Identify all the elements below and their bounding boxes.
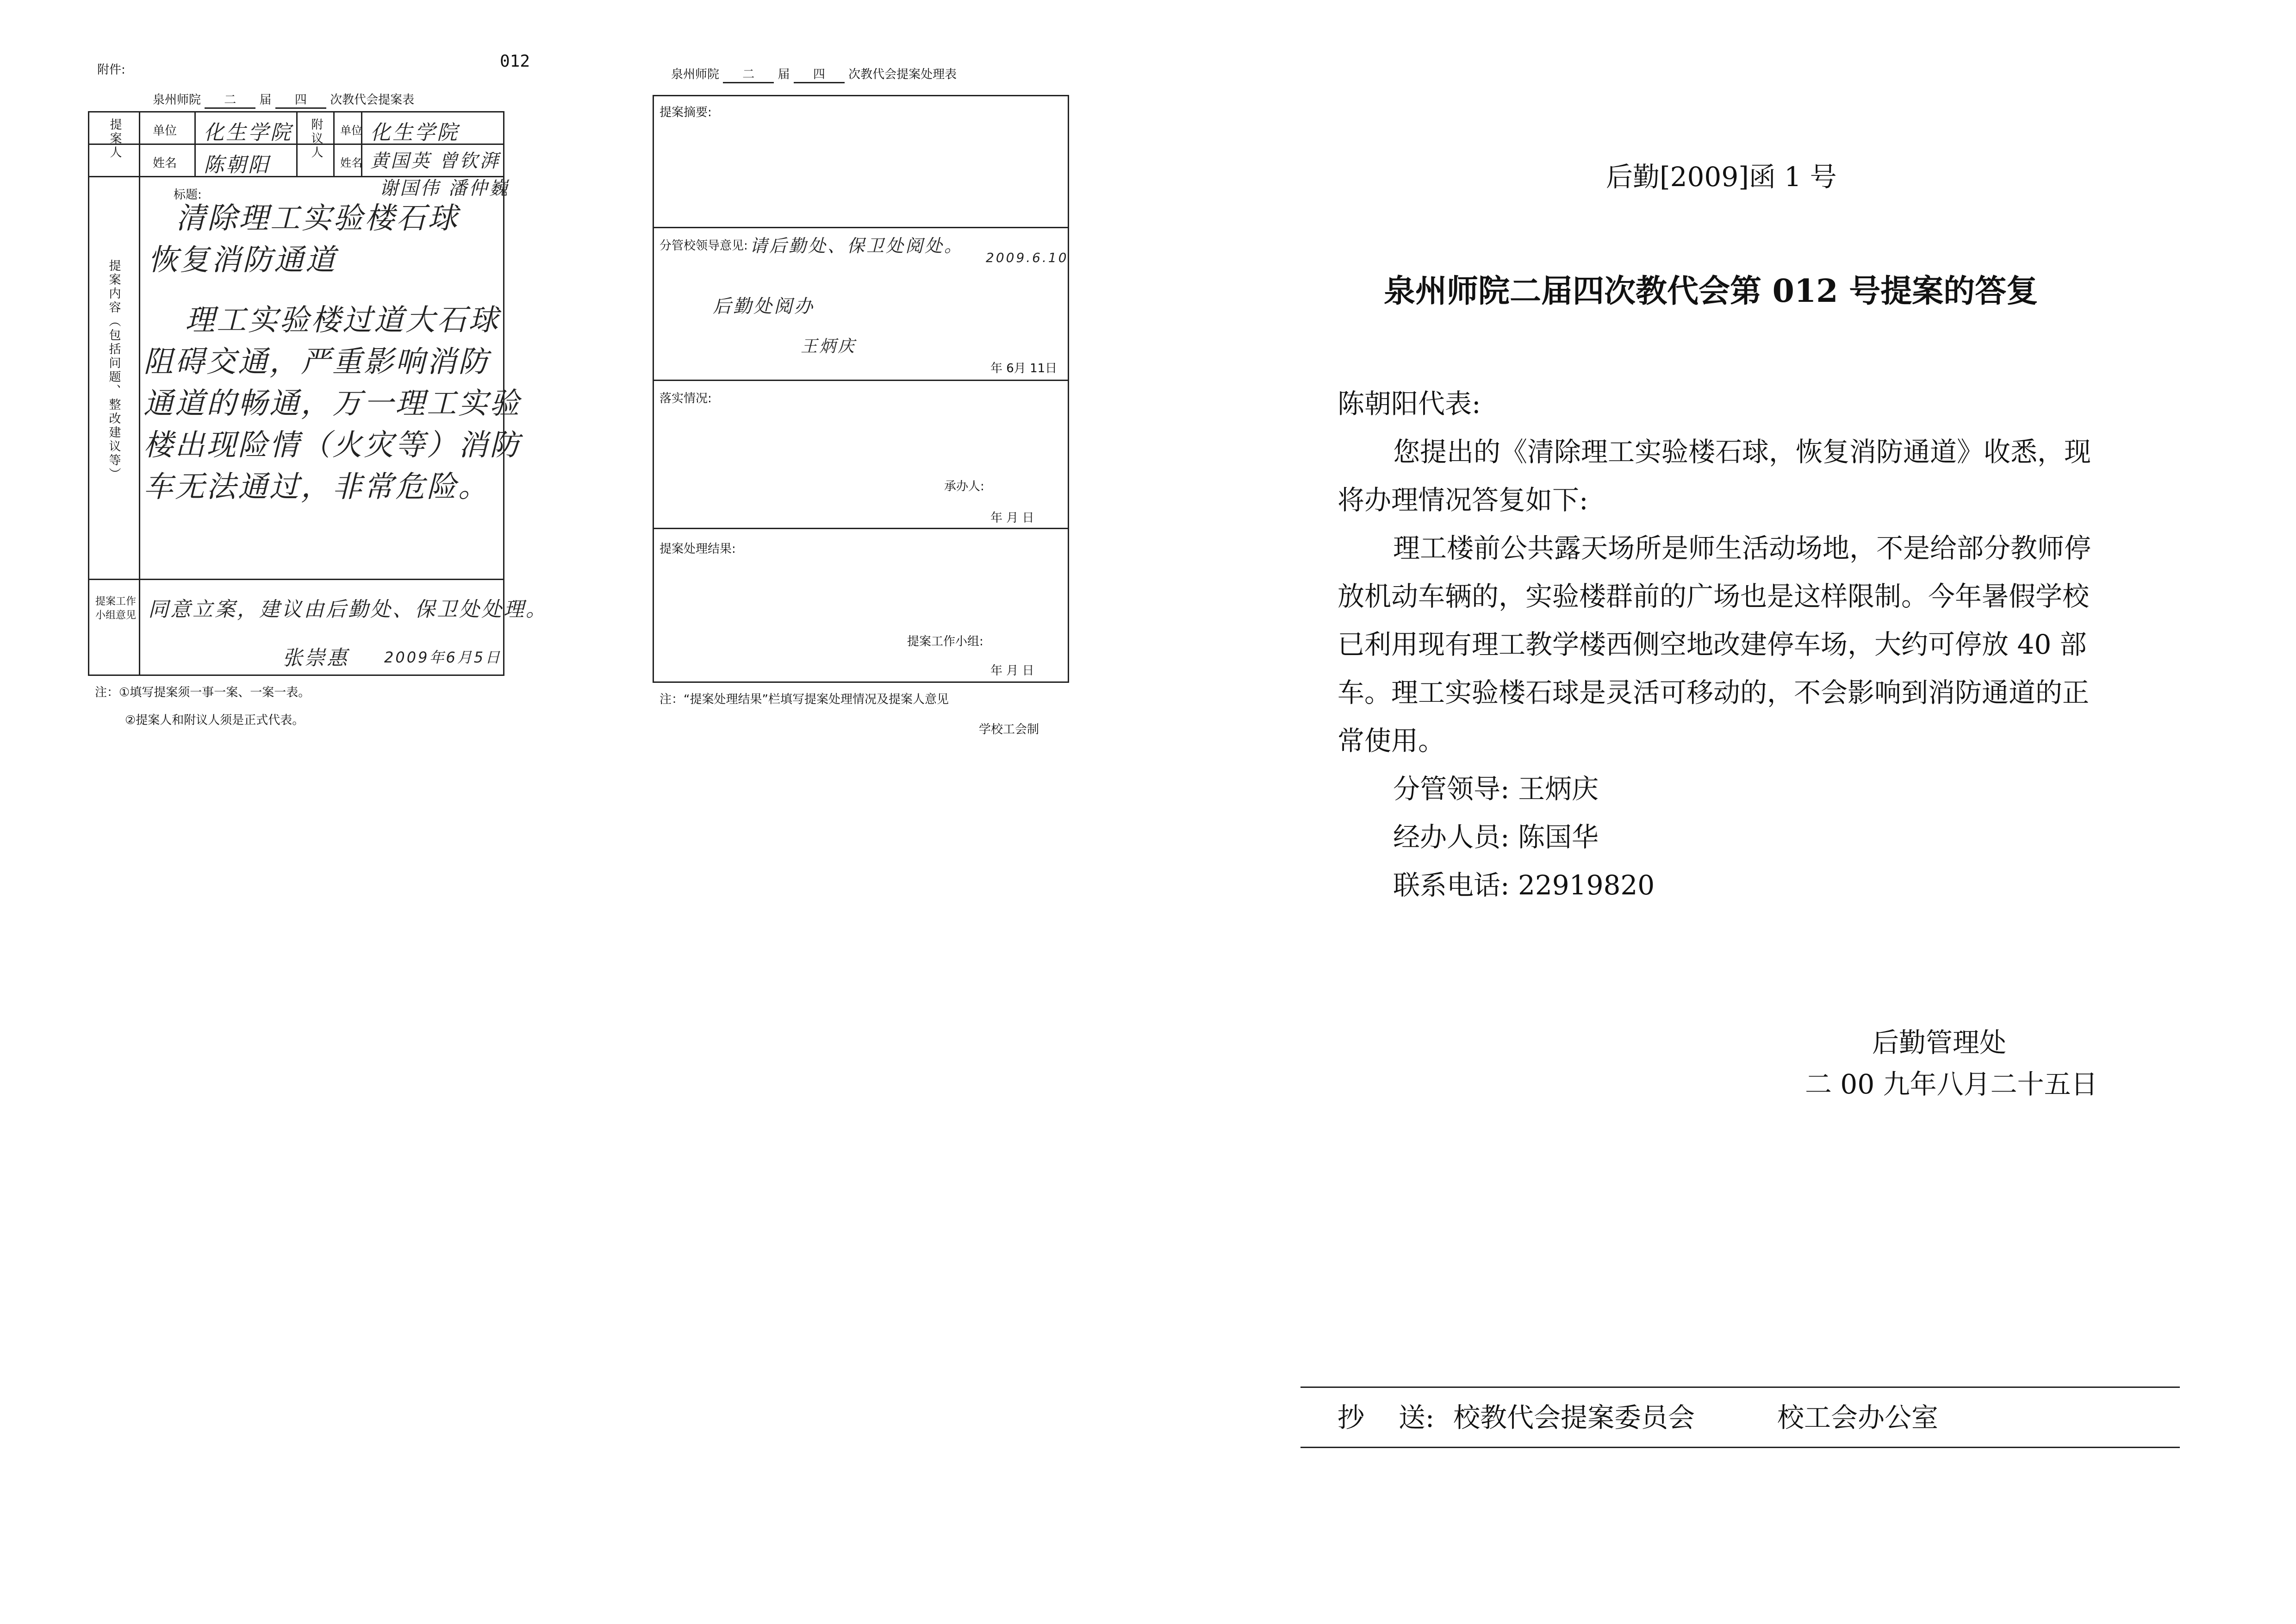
co-unit-label: 单位 [340,124,362,137]
phone-line: 联系电话: 22919820 [1393,869,1655,901]
cc-bottom-rule [1300,1447,2180,1448]
handler-label: 承办人: [944,480,984,493]
para2-line1: 理工楼前公共露天场所是师生活动场地，不是给部分教师停 [1393,532,2091,564]
salutation: 陈朝阳代表: [1338,388,1481,419]
process-note: 注：“提案处理结果”栏填写提案处理情况及提案人意见 [660,693,949,706]
result-work-group-label: 提案工作小组: [907,635,983,649]
hand-body-5: 车无法通过，非常危险。 [143,470,490,504]
co-signer-label: 附议人 [309,118,323,160]
work-group-label: 提案工作小组意见 [95,596,136,621]
result-label: 提案处理结果: [660,542,736,556]
reply-title: 泉州师院二届四次教代会第 012 号提案的答复 [1384,273,2038,310]
content-label: 提案内容（包括问题、整改建议等） [107,259,121,481]
para2-line2: 放机动车辆的，实验楼群前的广场也是这样限制。今年暑假学校 [1338,581,2090,612]
hand-title-2: 恢复消防通道 [148,243,337,277]
proposal-number: 012 [500,52,530,71]
proposer-name: 陈朝阳 [204,153,270,177]
leader-signature: 王炳庆 [801,337,857,356]
note-2: ②提案人和附议人须是正式代表。 [125,713,305,727]
hand-body-4: 楼出现险情（火灾等）消防 [143,428,521,462]
hand-body-3: 通道的畅通，万一理工实验 [143,387,521,421]
cc-label: 抄 送: [1338,1402,1435,1433]
cc-top-rule [1300,1387,2180,1388]
note-1: 注：①填写提案须一事一案、一案一表。 [95,686,311,700]
cc-recipient-1: 校教代会提案委员会 [1453,1402,1695,1433]
para2-line4: 车。理工实验楼石球是灵活可移动的，不会影响到消防通道的正 [1338,677,2090,708]
leader-line: 分管领导: 王炳庆 [1393,773,1599,805]
co-signer-unit: 化生学院 [370,121,459,144]
hand-body-2: 阻碍交通，严重影响消防 [143,345,490,379]
para2-line3: 已利用现有理工教学楼西侧空地改建停车场，大约可停放 40 部 [1338,629,2087,660]
proposer-label: 提案人 [108,118,122,160]
work-group-opinion: 同意立案，建议由后勤处、保卫处处理。 [148,598,548,621]
para1-line2: 将办理情况答复如下: [1338,484,1588,516]
leader-label: 分管校领导意见: [660,239,748,253]
cc-recipient-2: 校工会办公室 [1777,1402,1939,1433]
handler-line: 经办人员: 陈国华 [1393,821,1599,853]
co-signer-names-1: 黄国英 曾钦湃 [370,150,500,172]
attachment-label: 附件: [97,63,125,77]
process-table [653,95,1069,683]
leader-opinion-1: 请后勤处、保卫处阅处。 [750,236,964,256]
work-group-signature: 张崇惠 [282,646,349,670]
implementation-label: 落实情况: [660,392,712,406]
leader-date-printed: 年 6月 11日 [990,362,1058,375]
process-maker: 学校工会制 [979,723,1039,737]
hand-body-1: 理工实验楼过道大石球 [185,303,500,337]
implementation-date: 年 月 日 [990,511,1034,525]
leader-date-hand: 2009.6.10 [986,250,1069,265]
issue-date: 二 00 九年八月二十五日 [1805,1068,2098,1100]
issuer: 后勤管理处 [1872,1027,2007,1058]
process-form-title: 泉州师院 二 届 四 次教代会提案处理表 [671,65,957,83]
work-group-date: 2009年6月5日 [384,649,502,666]
doc-number: 后勤[2009]函 1 号 [1606,161,1837,193]
leader-opinion-2: 后勤处阅办 [713,296,815,317]
title-label: 标题: [174,188,202,202]
proposal-form-title: 泉州师院 二 届 四 次教代会提案表 [153,90,414,109]
result-date: 年 月 日 [990,664,1034,678]
name-label: 姓名 [153,156,177,170]
para1-line1: 您提出的《清除理工实验楼石球，恢复消防通道》收悉，现 [1393,436,2091,468]
unit-label: 单位 [153,124,177,138]
proposer-unit: 化生学院 [204,121,292,144]
summary-label: 提案摘要: [660,106,712,119]
para2-line5: 常使用。 [1338,725,1445,756]
co-name-label: 姓名 [340,156,362,169]
hand-title-1: 清除理工实验楼石球 [176,201,459,236]
co-signer-names-2: 谢国伟 潘仲巍 [380,178,510,199]
